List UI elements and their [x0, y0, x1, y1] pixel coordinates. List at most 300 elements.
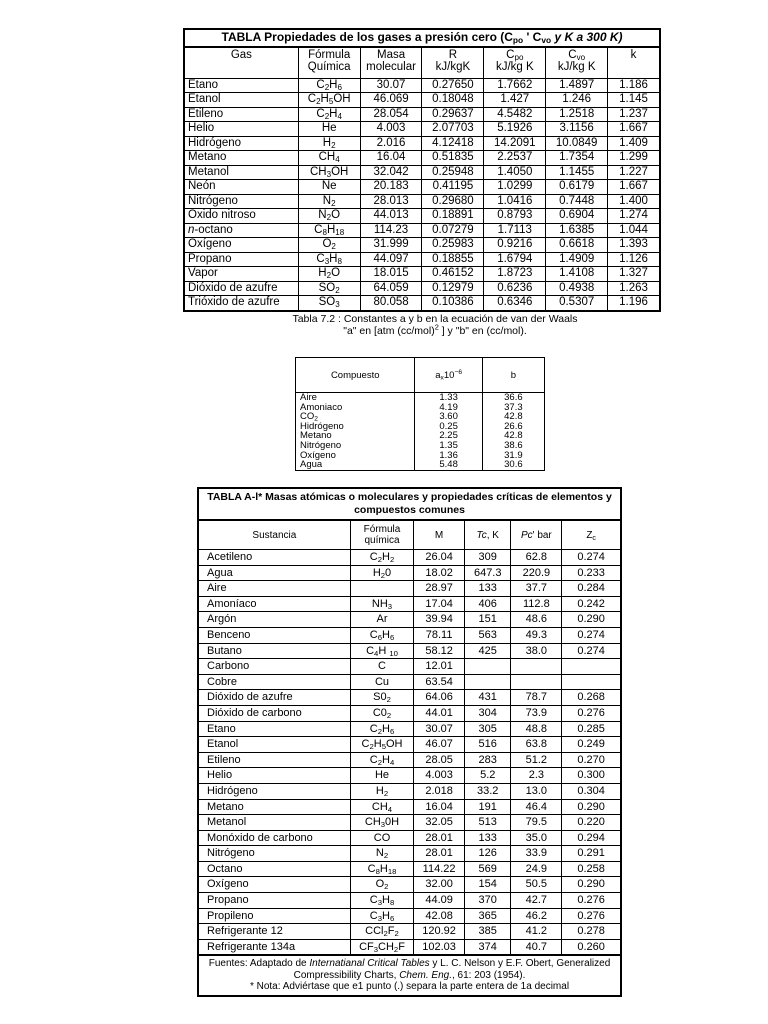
table2-cell-c: Agua	[300, 459, 323, 471]
table-row	[184, 194, 660, 209]
table-row	[198, 799, 621, 815]
table3-cell-pc: 46.2	[511, 908, 562, 924]
table3-cell-pc: 50.5	[511, 877, 562, 893]
table3-cell-z: 0.278	[562, 924, 621, 940]
table3-cell-pc: 38.0	[511, 643, 562, 659]
table1-cell-gas: Vapor	[184, 267, 298, 282]
table1-cell-formula: $C_2H_5OH$	[298, 93, 360, 108]
table2-cell-b: 42.8	[482, 431, 544, 441]
table1-header-cell: Gas	[184, 47, 298, 79]
table2-cell-b: 30.6	[482, 460, 544, 470]
table-row	[184, 252, 660, 267]
table3-cell-pc: 37.7	[511, 581, 562, 597]
table3-cell-pc: 73.9	[511, 705, 562, 721]
table3-header-cell: $Z_c$	[562, 520, 621, 550]
table1-cell-cp: 1.4050	[484, 165, 546, 180]
table1-cell-gas: Trióxido de azufre	[184, 296, 298, 311]
table2-cell-c: $CO_2$	[300, 411, 318, 423]
table1-cell-r: 0.51835	[422, 151, 484, 166]
table3-footnote	[198, 955, 621, 996]
table-row	[198, 830, 621, 846]
table1-cell-cv: 0.7448	[546, 194, 608, 209]
table2-cell-b: 38.6	[482, 441, 544, 451]
table2-body	[296, 393, 545, 471]
table1-cell-formula: $C_8H_{18}$	[298, 223, 360, 238]
table3-cell-tc: 365	[464, 908, 511, 924]
table3-cell-pc: 41.2	[511, 924, 562, 940]
table2-cell-a: 1.33	[415, 393, 482, 403]
table3-cell-s: Acetileno	[198, 550, 350, 566]
table1-cell-cv: 3.1156	[546, 122, 608, 137]
table3-cell-f: Cu	[350, 674, 413, 690]
table3-cell-f: $C_4H$ $_{10}$	[350, 643, 413, 659]
table1-cell-formula: $C_3H_8$	[298, 252, 360, 267]
table1-cell-masa: 28.054	[360, 107, 422, 122]
table1-cell-gas: n-octano	[184, 223, 298, 238]
table-row	[198, 674, 621, 690]
table1-cell-cp: 5.1926	[484, 122, 546, 137]
table3-cell-m: 42.08	[414, 908, 465, 924]
table-row	[198, 893, 621, 909]
table2-cell-c: Hidrógeno	[300, 420, 344, 432]
table3-cell-m: 102.03	[414, 939, 465, 955]
table1-cell-cv: 0.6904	[546, 209, 608, 224]
table2-cell-a: 0.25	[415, 422, 482, 432]
table3-cell-pc: 112.8	[511, 596, 562, 612]
table3-cell-f: $CCl_2F_2$	[350, 924, 413, 940]
table1-cell-cv: 1.1455	[546, 165, 608, 180]
table3-cell-f: $H_20$	[350, 565, 413, 581]
table-row	[198, 752, 621, 768]
table1-cell-cp: 0.9216	[484, 238, 546, 253]
table2-cell-b: 36.6	[482, 393, 544, 403]
table3-cell-z	[562, 659, 621, 675]
table1-cell-r: 0.18855	[422, 252, 484, 267]
table3-cell-pc: 13.0	[511, 783, 562, 799]
table1-body	[184, 78, 660, 311]
table1-cell-k: 1.126	[608, 252, 660, 267]
table3-cell-f: $N_2$	[350, 846, 413, 862]
table3-cell-pc: 220.9	[511, 565, 562, 581]
table1-cell-gas: Helio	[184, 122, 298, 137]
table1-cell-r: 0.27650	[422, 78, 484, 93]
table1-cell-masa: 64.059	[360, 281, 422, 296]
table3-cell-tc: 133	[464, 830, 511, 846]
table3-cell-s: Oxígeno	[198, 877, 350, 893]
table-row	[184, 93, 660, 108]
table3-cell-z: 0.274	[562, 550, 621, 566]
table2-cell-c: Oxígeno	[300, 449, 336, 461]
table3-cell-tc: 33.2	[464, 783, 511, 799]
table3-cell-z: 0.291	[562, 846, 621, 862]
table3-cell-f: $H_2$	[350, 783, 413, 799]
table1-cell-masa: 44.013	[360, 209, 422, 224]
table3-cell-m: 120.92	[414, 924, 465, 940]
table1-cell-r: 0.29680	[422, 194, 484, 209]
table3-cell-f: $C_2H_4$	[350, 752, 413, 768]
table3-cell-pc: 35.0	[511, 830, 562, 846]
table-row	[184, 180, 660, 195]
table3-cell-f: $C0_2$	[350, 705, 413, 721]
table3-cell-z: 0.270	[562, 752, 621, 768]
table-row	[198, 690, 621, 706]
table2-cell-c: Nitrógeno	[300, 439, 342, 451]
table1-cell-gas: Oxígeno	[184, 238, 298, 253]
table3-cell-s: Refrigerante 134a	[198, 939, 350, 955]
table3-cell-pc: 48.8	[511, 721, 562, 737]
table2-cell-b: 37.3	[482, 403, 544, 413]
table1-cell-k: 1.196	[608, 296, 660, 311]
table3-cell-s: Dióxido de carbono	[198, 705, 350, 721]
table1-cell-gas: Neón	[184, 180, 298, 195]
table1-cell-r: 0.18048	[422, 93, 484, 108]
table-row	[198, 627, 621, 643]
table3-cell-s: Benceno	[198, 627, 350, 643]
table3-cell-f: CO	[350, 830, 413, 846]
table3-cell-m: 4.003	[414, 768, 465, 784]
table3-cell-pc: 24.9	[511, 861, 562, 877]
table3-cell-m: 2.018	[414, 783, 465, 799]
table1-cell-k: 1.227	[608, 165, 660, 180]
table3-cell-s: Helio	[198, 768, 350, 784]
table1-cell-r: 0.41195	[422, 180, 484, 195]
table1-cell-cp: 1.7662	[484, 78, 546, 93]
table1-cell-r: 0.29637	[422, 107, 484, 122]
table3-cell-tc	[464, 659, 511, 675]
table2-header-cell: b	[482, 358, 544, 393]
table3-title: TABLA A-l* Masas atómicas o moleculares y propiedades críticas de elementos y compuestos comunes	[198, 488, 621, 520]
table1-cell-cv: 1.246	[546, 93, 608, 108]
table3-cell-f: Ar	[350, 612, 413, 628]
table1-cell-cp: 0.8793	[484, 209, 546, 224]
table3-cell-z: 0.290	[562, 799, 621, 815]
table3-cell-tc: 374	[464, 939, 511, 955]
table3-cell-z: 0.233	[562, 565, 621, 581]
table3-cell-pc: 63.8	[511, 737, 562, 753]
table2-header-cell: Compuesto	[296, 358, 415, 393]
table3-cell-tc: 283	[464, 752, 511, 768]
table3-cell-z: 0.290	[562, 612, 621, 628]
table3-cell-f: C	[350, 659, 413, 675]
table-row	[198, 565, 621, 581]
table1-cell-k: 1.667	[608, 122, 660, 137]
table3-cell-pc: 2.3	[511, 768, 562, 784]
table2-header-row	[296, 358, 545, 393]
table1-header-row	[184, 47, 660, 79]
table2-cell-a: 5.48	[415, 460, 482, 470]
table3-cell-m: 28.97	[414, 581, 465, 597]
table-row	[198, 783, 621, 799]
table1-cell-formula: $N_2O$	[298, 209, 360, 224]
table2-cell-c: Amoniaco	[300, 401, 343, 413]
table3-cell-z: 0.290	[562, 877, 621, 893]
table1-cell-formula: $O_2$	[298, 238, 360, 253]
table3-cell-z: 0.258	[562, 861, 621, 877]
table-row	[198, 846, 621, 862]
table-row	[198, 643, 621, 659]
table3-cell-m: 32.05	[414, 815, 465, 831]
table-row	[184, 107, 660, 122]
table1-cell-cv: 1.2518	[546, 107, 608, 122]
table3-cell-s: Aire	[198, 581, 350, 597]
table3-cell-z: 0.276	[562, 908, 621, 924]
table3-cell-m: 78.11	[414, 627, 465, 643]
table-row	[184, 122, 660, 137]
table3-cell-m: 28.05	[414, 752, 465, 768]
table1-cell-r: 0.46152	[422, 267, 484, 282]
table1-cell-cp: 0.6346	[484, 296, 546, 311]
table1-cell-gas: Etanol	[184, 93, 298, 108]
table2-cell-a: 1.36	[415, 451, 482, 461]
table3-cell-s: Refrigerante 12	[198, 924, 350, 940]
table2-cell-b: 26.6	[482, 422, 544, 432]
table3-cell-tc: 406	[464, 596, 511, 612]
table3-cell-f: $CF_3CH_2F$	[350, 939, 413, 955]
table3-cell-f: $CH_30H$	[350, 815, 413, 831]
table3-cell-tc: 154	[464, 877, 511, 893]
table1-cell-cp: 1.6794	[484, 252, 546, 267]
table1-cell-r: 0.25948	[422, 165, 484, 180]
table3-cell-m: 64.06	[414, 690, 465, 706]
table-row	[198, 581, 621, 597]
table3-cell-m: 12.01	[414, 659, 465, 675]
table3-cell-z: 0.274	[562, 627, 621, 643]
table3-cell-m: 28.01	[414, 846, 465, 862]
table3-cell-tc: 647.3	[464, 565, 511, 581]
table1-cell-r: 0.07279	[422, 223, 484, 238]
table3-cell-s: Dióxido de azufre	[198, 690, 350, 706]
table1-cell-gas: Metanol	[184, 165, 298, 180]
table3-cell-m: 58.12	[414, 643, 465, 659]
van-der-waals-table	[295, 357, 545, 471]
table1-cell-gas: Hidrógeno	[184, 136, 298, 151]
table3-cell-tc: 304	[464, 705, 511, 721]
table3-cell-m: 32.00	[414, 877, 465, 893]
table2-caption-line1: Tabla 7.2 : Constantes a y b en la ecuación de van der Waals	[292, 313, 578, 325]
table3-header-cell: Fórmula química	[350, 520, 413, 550]
table1-cell-gas: Propano	[184, 252, 298, 267]
table3-cell-pc: 48.6	[511, 612, 562, 628]
table3-cell-s: Butano	[198, 643, 350, 659]
table3-cell-s: Metano	[198, 799, 350, 815]
table1-cell-cp: 2.2537	[484, 151, 546, 166]
table3-cell-s: Octano	[198, 861, 350, 877]
table3-cell-f: $C_2H_5OH$	[350, 737, 413, 753]
table3-header-row	[198, 520, 621, 550]
table3-cell-s: Propileno	[198, 908, 350, 924]
table1-header-cell: $C_{po}$ kJ/kg K	[484, 47, 546, 79]
table3-cell-f: $NH_3$	[350, 596, 413, 612]
table3-cell-s: Metanol	[198, 815, 350, 831]
table-row	[184, 136, 660, 151]
table3-cell-z: 0.284	[562, 581, 621, 597]
table1-cell-formula: Ne	[298, 180, 360, 195]
table3-cell-tc: 569	[464, 861, 511, 877]
table3-cell-s: Hidrógeno	[198, 783, 350, 799]
table3-cell-tc: 385	[464, 924, 511, 940]
table3-cell-s: Etileno	[198, 752, 350, 768]
table3-cell-tc: 516	[464, 737, 511, 753]
table-row	[198, 939, 621, 955]
table-row	[184, 267, 660, 282]
table1-cell-gas: Etano	[184, 78, 298, 93]
table3-cell-pc: 78.7	[511, 690, 562, 706]
table-row	[184, 209, 660, 224]
table3-cell-z: 0.249	[562, 737, 621, 753]
table1-cell-gas: Oxido nitroso	[184, 209, 298, 224]
table2-cell-a: 4.19	[415, 403, 482, 413]
table1-cell-formula: $CH_3OH$	[298, 165, 360, 180]
table3-cell-pc	[511, 659, 562, 675]
table-row	[198, 612, 621, 628]
table3-cell-f: $C_3H_6$	[350, 908, 413, 924]
table1-cell-cv: 0.5307	[546, 296, 608, 311]
table1-cell-formula: $N_2$	[298, 194, 360, 209]
table1-cell-masa: 20.183	[360, 180, 422, 195]
critical-properties-table	[197, 487, 622, 997]
table3-cell-m: 28.01	[414, 830, 465, 846]
table2-cell-a: 2.25	[415, 431, 482, 441]
table3-cell-m: 46.07	[414, 737, 465, 753]
table1-cell-cp: 1.0416	[484, 194, 546, 209]
table1-cell-cv: 1.4108	[546, 267, 608, 282]
table1-cell-cv: 1.7354	[546, 151, 608, 166]
table3-cell-s: Propano	[198, 893, 350, 909]
table3-cell-tc: 563	[464, 627, 511, 643]
table3-cell-tc: 5.2	[464, 768, 511, 784]
table3-cell-f: $C_2H_2$	[350, 550, 413, 566]
table1-cell-masa: 30.07	[360, 78, 422, 93]
table-row	[184, 238, 660, 253]
table3-cell-s: Amoníaco	[198, 596, 350, 612]
table3-cell-f: $C_8H_{18}$	[350, 861, 413, 877]
table1-cell-cp: 1.0299	[484, 180, 546, 195]
table1-cell-masa: 4.003	[360, 122, 422, 137]
table3-cell-s: Cobre	[198, 674, 350, 690]
table1-cell-masa: 80.058	[360, 296, 422, 311]
table1-cell-k: 1.409	[608, 136, 660, 151]
table1-cell-k: 1.299	[608, 151, 660, 166]
table3-cell-s: Etano	[198, 721, 350, 737]
table-row	[198, 737, 621, 753]
table1-cell-r: 0.10386	[422, 296, 484, 311]
table3-cell-pc: 33.9	[511, 846, 562, 862]
table1-cell-cp: 1.7113	[484, 223, 546, 238]
table-row	[198, 861, 621, 877]
table3-cell-pc	[511, 674, 562, 690]
table3-cell-z: 0.300	[562, 768, 621, 784]
table3-cell-s: Monóxido de carbono	[198, 830, 350, 846]
table-row	[198, 768, 621, 784]
table3-cell-tc: 133	[464, 581, 511, 597]
table1-cell-masa: 114.23	[360, 223, 422, 238]
table3-cell-m: 63.54	[414, 674, 465, 690]
table1-cell-masa: 44.097	[360, 252, 422, 267]
table3-cell-f	[350, 581, 413, 597]
table3-cell-tc	[464, 674, 511, 690]
table3-cell-z: 0.220	[562, 815, 621, 831]
table3-cell-m: 114.22	[414, 861, 465, 877]
table3-cell-tc: 425	[464, 643, 511, 659]
table2-header-cell: $a_x10^{-6}$	[415, 358, 482, 393]
table3-header-cell: Sustancia	[198, 520, 350, 550]
table-row	[184, 151, 660, 166]
table2-cell-b: 42.8	[482, 412, 544, 422]
table3-cell-m: 44.01	[414, 705, 465, 721]
table-row	[198, 815, 621, 831]
table3-cell-tc: 126	[464, 846, 511, 862]
table3-footnote-sources: Fuentes: Adaptado de Internatianal Critical Tables y L. C. Nelson y E.F. Obert, Generalized Compressibility Charts, Chem. Eng., 61: 203 (1954).	[208, 958, 611, 981]
table3-cell-m: 30.07	[414, 721, 465, 737]
table1-cell-r: 4.12418	[422, 136, 484, 151]
table2-cell-a: 1.35	[415, 441, 482, 451]
table1-cell-formula: He	[298, 122, 360, 137]
table1-cell-k: 1.263	[608, 281, 660, 296]
table1-cell-cv: 10.0849	[546, 136, 608, 151]
table1-cell-k: 1.145	[608, 93, 660, 108]
table3-cell-z: 0.276	[562, 893, 621, 909]
table1-cell-k: 1.186	[608, 78, 660, 93]
table1-cell-r: 0.12979	[422, 281, 484, 296]
table1-cell-k: 1.393	[608, 238, 660, 253]
table1-cell-masa: 28.013	[360, 194, 422, 209]
table-row	[198, 596, 621, 612]
table1-cell-formula: $H_2$	[298, 136, 360, 151]
table1-cell-formula: $SO_3$	[298, 296, 360, 311]
table3-cell-z: 0.274	[562, 643, 621, 659]
table1-cell-formula: $SO_2$	[298, 281, 360, 296]
table3-cell-m: 26.04	[414, 550, 465, 566]
table3-cell-s: Nitrógeno	[198, 846, 350, 862]
table1-cell-r: 0.18891	[422, 209, 484, 224]
table3-cell-s: Etanol	[198, 737, 350, 753]
table3-cell-f: $O_2$	[350, 877, 413, 893]
table3-cell-z	[562, 674, 621, 690]
table3-cell-pc: 42.7	[511, 893, 562, 909]
table3-cell-pc: 49.3	[511, 627, 562, 643]
table3-body	[198, 550, 621, 956]
table3-cell-f: $S0_2$	[350, 690, 413, 706]
table3-cell-z: 0.260	[562, 939, 621, 955]
table3-cell-s: Argón	[198, 612, 350, 628]
table3-cell-f: $C_6H_6$	[350, 627, 413, 643]
table1-cell-cv: 1.4909	[546, 252, 608, 267]
table1-cell-cp: 0.6236	[484, 281, 546, 296]
table-row	[184, 165, 660, 180]
table3-cell-tc: 305	[464, 721, 511, 737]
table1-cell-k: 1.400	[608, 194, 660, 209]
table1-cell-masa: 2.016	[360, 136, 422, 151]
table1-header-cell: Masa molecular	[360, 47, 422, 79]
table1-cell-formula: $H_2O$	[298, 267, 360, 282]
table1-cell-k: 1.044	[608, 223, 660, 238]
table2-cell-b: 31.9	[482, 451, 544, 461]
table1-cell-masa: 46.069	[360, 93, 422, 108]
table1-cell-k: 1.667	[608, 180, 660, 195]
table-row	[184, 296, 660, 311]
table1-cell-k: 1.327	[608, 267, 660, 282]
table3-cell-m: 16.04	[414, 799, 465, 815]
table-row	[198, 721, 621, 737]
table1-cell-gas: Metano	[184, 151, 298, 166]
table3-cell-m: 39.94	[414, 612, 465, 628]
table3-cell-pc: 40.7	[511, 939, 562, 955]
table-row	[198, 908, 621, 924]
table1-title: TABLA Propiedades de los gases a presión cero ($C_{po}$ ' $C_{vo}$ y K a 300 K)	[184, 29, 660, 47]
table3-cell-tc: 431	[464, 690, 511, 706]
table1-cell-masa: 18.015	[360, 267, 422, 282]
table-row	[198, 877, 621, 893]
